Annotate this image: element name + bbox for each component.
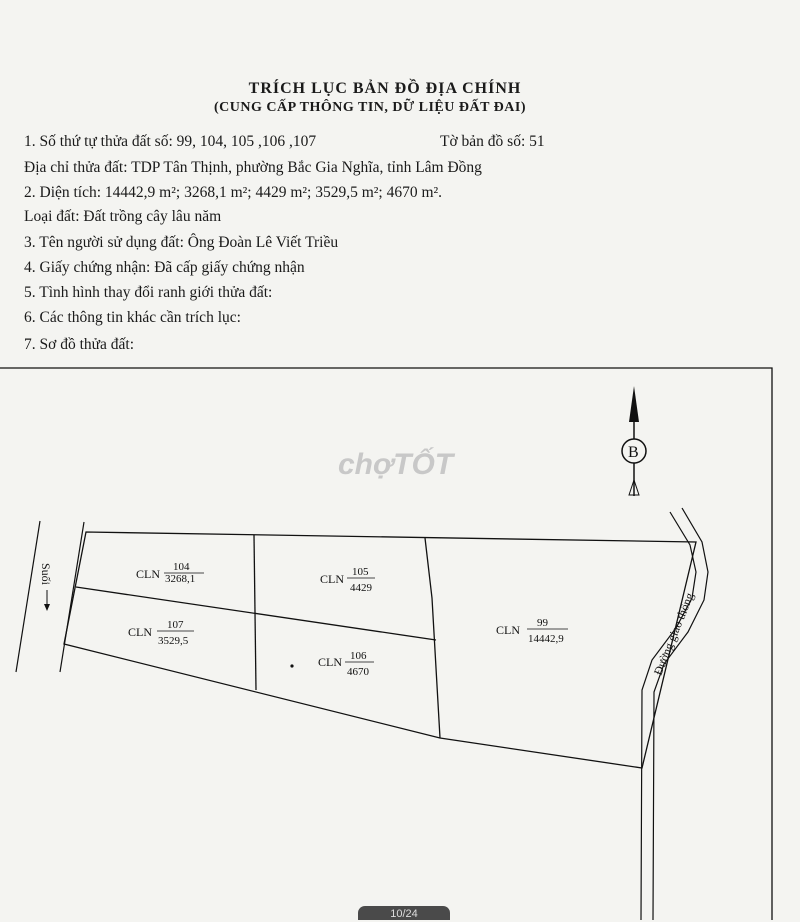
area-line: 2. Diện tích: 14442,9 m²; 3268,1 m²; 4429 m²; 3529,5 m²; 4670 m². xyxy=(24,184,443,201)
document-subtitle: (CUNG CẤP THÔNG TIN, DỮ LIỆU ĐẤT ĐAI) xyxy=(213,100,526,115)
svg-text:104: 104 xyxy=(173,561,190,573)
svg-text:105: 105 xyxy=(352,566,369,578)
svg-text:4429: 4429 xyxy=(350,582,372,594)
svg-text:CLN: CLN xyxy=(136,567,160,581)
document-title: TRÍCH LỤC BẢN ĐỒ ĐỊA CHÍNH xyxy=(248,80,522,97)
land-type-line: Loại đất: Đất trồng cây lâu năm xyxy=(24,208,222,225)
map-sheet-number: Tờ bản đồ số: 51 xyxy=(440,133,545,150)
other-info-line: 6. Các thông tin khác cần trích lục: xyxy=(24,309,241,326)
svg-text:106: 106 xyxy=(350,650,367,662)
parcel-numbers-line: 1. Số thứ tự thửa đất số: 99, 104, 105 ,106 ,107 xyxy=(24,133,317,150)
road-label: Đường giao thông xyxy=(650,590,697,678)
boundary-change-line: 5. Tình hình thay đổi ranh giới thửa đất: xyxy=(24,284,273,301)
north-arrow-head xyxy=(629,386,639,422)
svg-text:CLN: CLN xyxy=(496,623,520,637)
svg-text:3268,1: 3268,1 xyxy=(165,573,196,585)
stream-label: Suối xyxy=(39,563,53,586)
certificate-line: 4. Giấy chứng nhận: Đã cấp giấy chứng nhận xyxy=(24,259,305,276)
svg-text:CLN: CLN xyxy=(128,625,152,639)
boundary-104-105 xyxy=(254,535,256,690)
parcel-104-label xyxy=(136,561,204,585)
parcel-99-label xyxy=(496,617,568,645)
svg-text:107: 107 xyxy=(167,619,184,631)
parcel-106-label xyxy=(290,650,374,678)
owner-line: 3. Tên người sử dụng đất: Ông Đoàn Lê Viết Triều xyxy=(24,234,339,251)
svg-text:3529,5: 3529,5 xyxy=(158,635,189,647)
stream-bank-right xyxy=(60,522,84,672)
watermark: chợTỐT xyxy=(338,448,454,481)
parcel-105-label xyxy=(320,566,375,594)
svg-text:14442,9: 14442,9 xyxy=(528,633,564,645)
page-indicator: 10/24 xyxy=(358,906,450,920)
parcel-107-label xyxy=(128,619,194,647)
boundary-99 xyxy=(425,538,440,738)
road-edge-right xyxy=(650,508,708,920)
address-line: Địa chỉ thửa đất: TDP Tân Thịnh, phường Bắc Gia Nghĩa, tỉnh Lâm Đồng xyxy=(24,159,482,176)
svg-text:CLN: CLN xyxy=(320,572,344,586)
svg-text:4670: 4670 xyxy=(347,666,369,678)
stream-bank-left xyxy=(16,521,40,672)
diagram-line: 7. Sơ đồ thửa đất: xyxy=(24,336,135,353)
svg-text:99: 99 xyxy=(537,617,548,629)
north-label: B xyxy=(628,444,639,461)
stream-arrow-head xyxy=(44,604,50,611)
svg-text:CLN: CLN xyxy=(318,655,342,669)
road-edge-left xyxy=(641,512,696,920)
